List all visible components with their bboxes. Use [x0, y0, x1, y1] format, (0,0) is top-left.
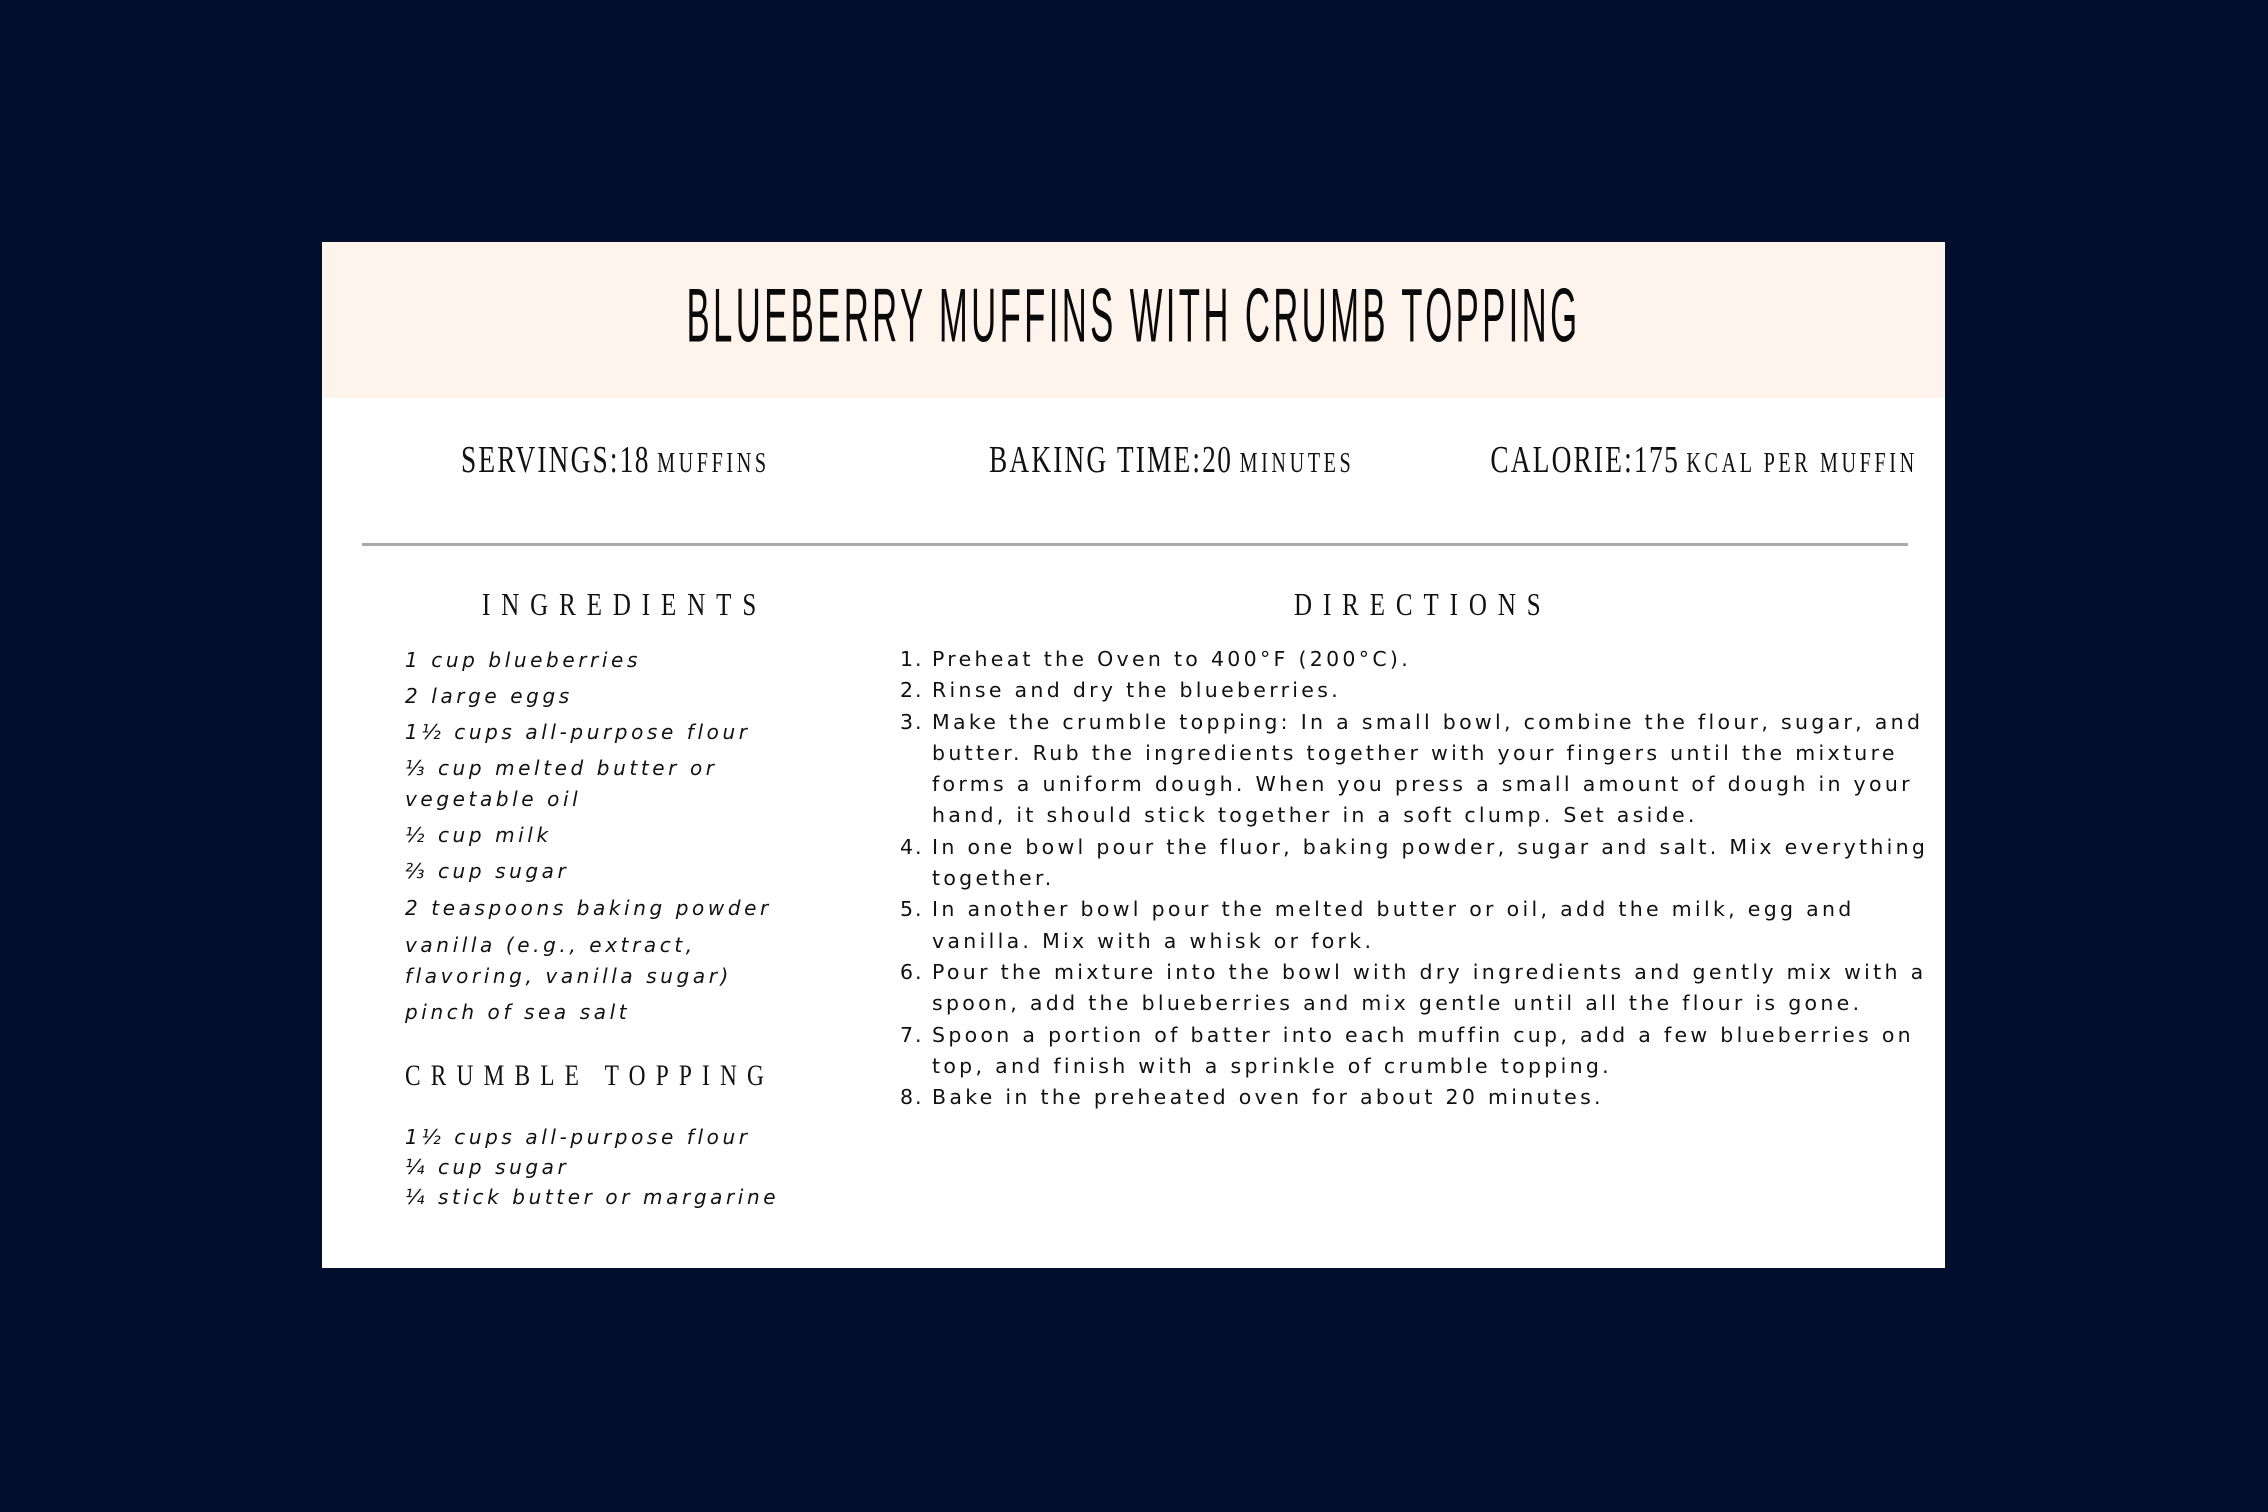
direction-step — [900, 707, 1940, 832]
baking-time-info — [989, 438, 1355, 482]
calorie-label: CALORIE: — [1490, 439, 1634, 481]
direction-step — [900, 1020, 1940, 1083]
ingredient-item: 1½ cups all-purpose flour — [405, 720, 751, 744]
step-text: Rinse and dry the blueberries. — [932, 678, 1342, 703]
ingredient-item: ⅓ cup melted butter or vegetable oil — [405, 756, 718, 811]
recipe-info-row — [322, 438, 1945, 488]
step-number: 5. — [900, 897, 924, 922]
step-number: 7. — [900, 1022, 924, 1047]
servings-label: SERVINGS: — [461, 439, 620, 481]
servings-value: 18 — [619, 439, 650, 481]
step-number: 3. — [900, 709, 924, 734]
directions-heading: DIRECTIONS — [1294, 586, 1552, 622]
crumble-topping-heading: CRUMBLE TOPPING — [405, 1059, 775, 1092]
ingredients-heading: INGREDIENTS — [482, 586, 768, 622]
step-text: Preheat the Oven to 400°F (200°C). — [932, 647, 1412, 671]
direction-step — [900, 832, 1940, 895]
direction-step — [900, 894, 1940, 957]
direction-step — [900, 1082, 1940, 1113]
step-text: In one bowl pour the fluor, baking powder, sugar and salt. Mix everything together. — [932, 834, 1929, 891]
baking-time-value: 20 — [1202, 439, 1233, 481]
step-number: 4. — [900, 834, 924, 859]
ingredient-item: ⅔ cup sugar — [405, 859, 570, 883]
crumble-item: 1½ cups all-purpose flour — [405, 1125, 751, 1149]
ingredient-item: vanilla (e.g., extract, flavoring, vanilla sugar) — [405, 933, 732, 988]
ingredient-item: 2 teaspoons baking powder — [405, 896, 772, 920]
step-number: 8. — [900, 1085, 924, 1110]
step-text: Bake in the preheated oven for about 20 minutes. — [932, 1085, 1604, 1110]
step-number: 2. — [900, 678, 924, 703]
direction-step — [900, 957, 1940, 1020]
crumble-item: ¼ stick butter or margarine — [405, 1185, 780, 1209]
directions-list — [900, 644, 1940, 1113]
step-number: 1. — [900, 647, 924, 671]
recipe-title: BLUEBERRY MUFFINS WITH CRUMB TOPPING — [686, 274, 1581, 359]
servings-info — [461, 438, 770, 482]
crumble-item: ¼ cup sugar — [405, 1155, 570, 1179]
servings-unit: MUFFINS — [657, 448, 770, 479]
baking-time-label: BAKING TIME: — [989, 439, 1203, 481]
ingredient-item: 2 large eggs — [405, 684, 573, 708]
direction-step — [900, 675, 1940, 706]
ingredient-item: pinch of sea salt — [405, 1000, 631, 1024]
step-number: 6. — [900, 959, 924, 984]
title-band — [322, 242, 1945, 398]
step-text: Make the crumble topping: In a small bowl, combine the flour, sugar, and butter. Rub the ingredients together with your fingers until the mixture forms a uniform dough. When you press a small amount of dough in your hand, it should stick together in a soft clump. Set aside. — [932, 709, 1924, 828]
ingredient-item: ½ cup milk — [405, 823, 552, 847]
step-text: Pour the mixture into the bowl with dry ingredients and gently mix with a spoon, add the blueberries and mix gentle until all the flour is gone. — [932, 959, 1927, 1016]
calorie-value: 175 — [1633, 439, 1680, 481]
direction-step — [900, 644, 1940, 675]
recipe-card — [322, 242, 1945, 1268]
section-divider — [362, 543, 1908, 546]
step-text: Spoon a portion of batter into each muffin cup, add a few blueberries on top, and finish with a sprinkle of crumble topping. — [932, 1022, 1914, 1078]
calorie-info — [1490, 438, 1918, 482]
calorie-unit: KCAL PER MUFFIN — [1686, 448, 1918, 479]
step-text: In another bowl pour the melted butter or oil, add the milk, egg and vanilla. Mix with a whisk or fork. — [932, 897, 1855, 953]
ingredient-item: 1 cup blueberries — [405, 648, 641, 672]
baking-time-unit: MINUTES — [1239, 448, 1355, 479]
